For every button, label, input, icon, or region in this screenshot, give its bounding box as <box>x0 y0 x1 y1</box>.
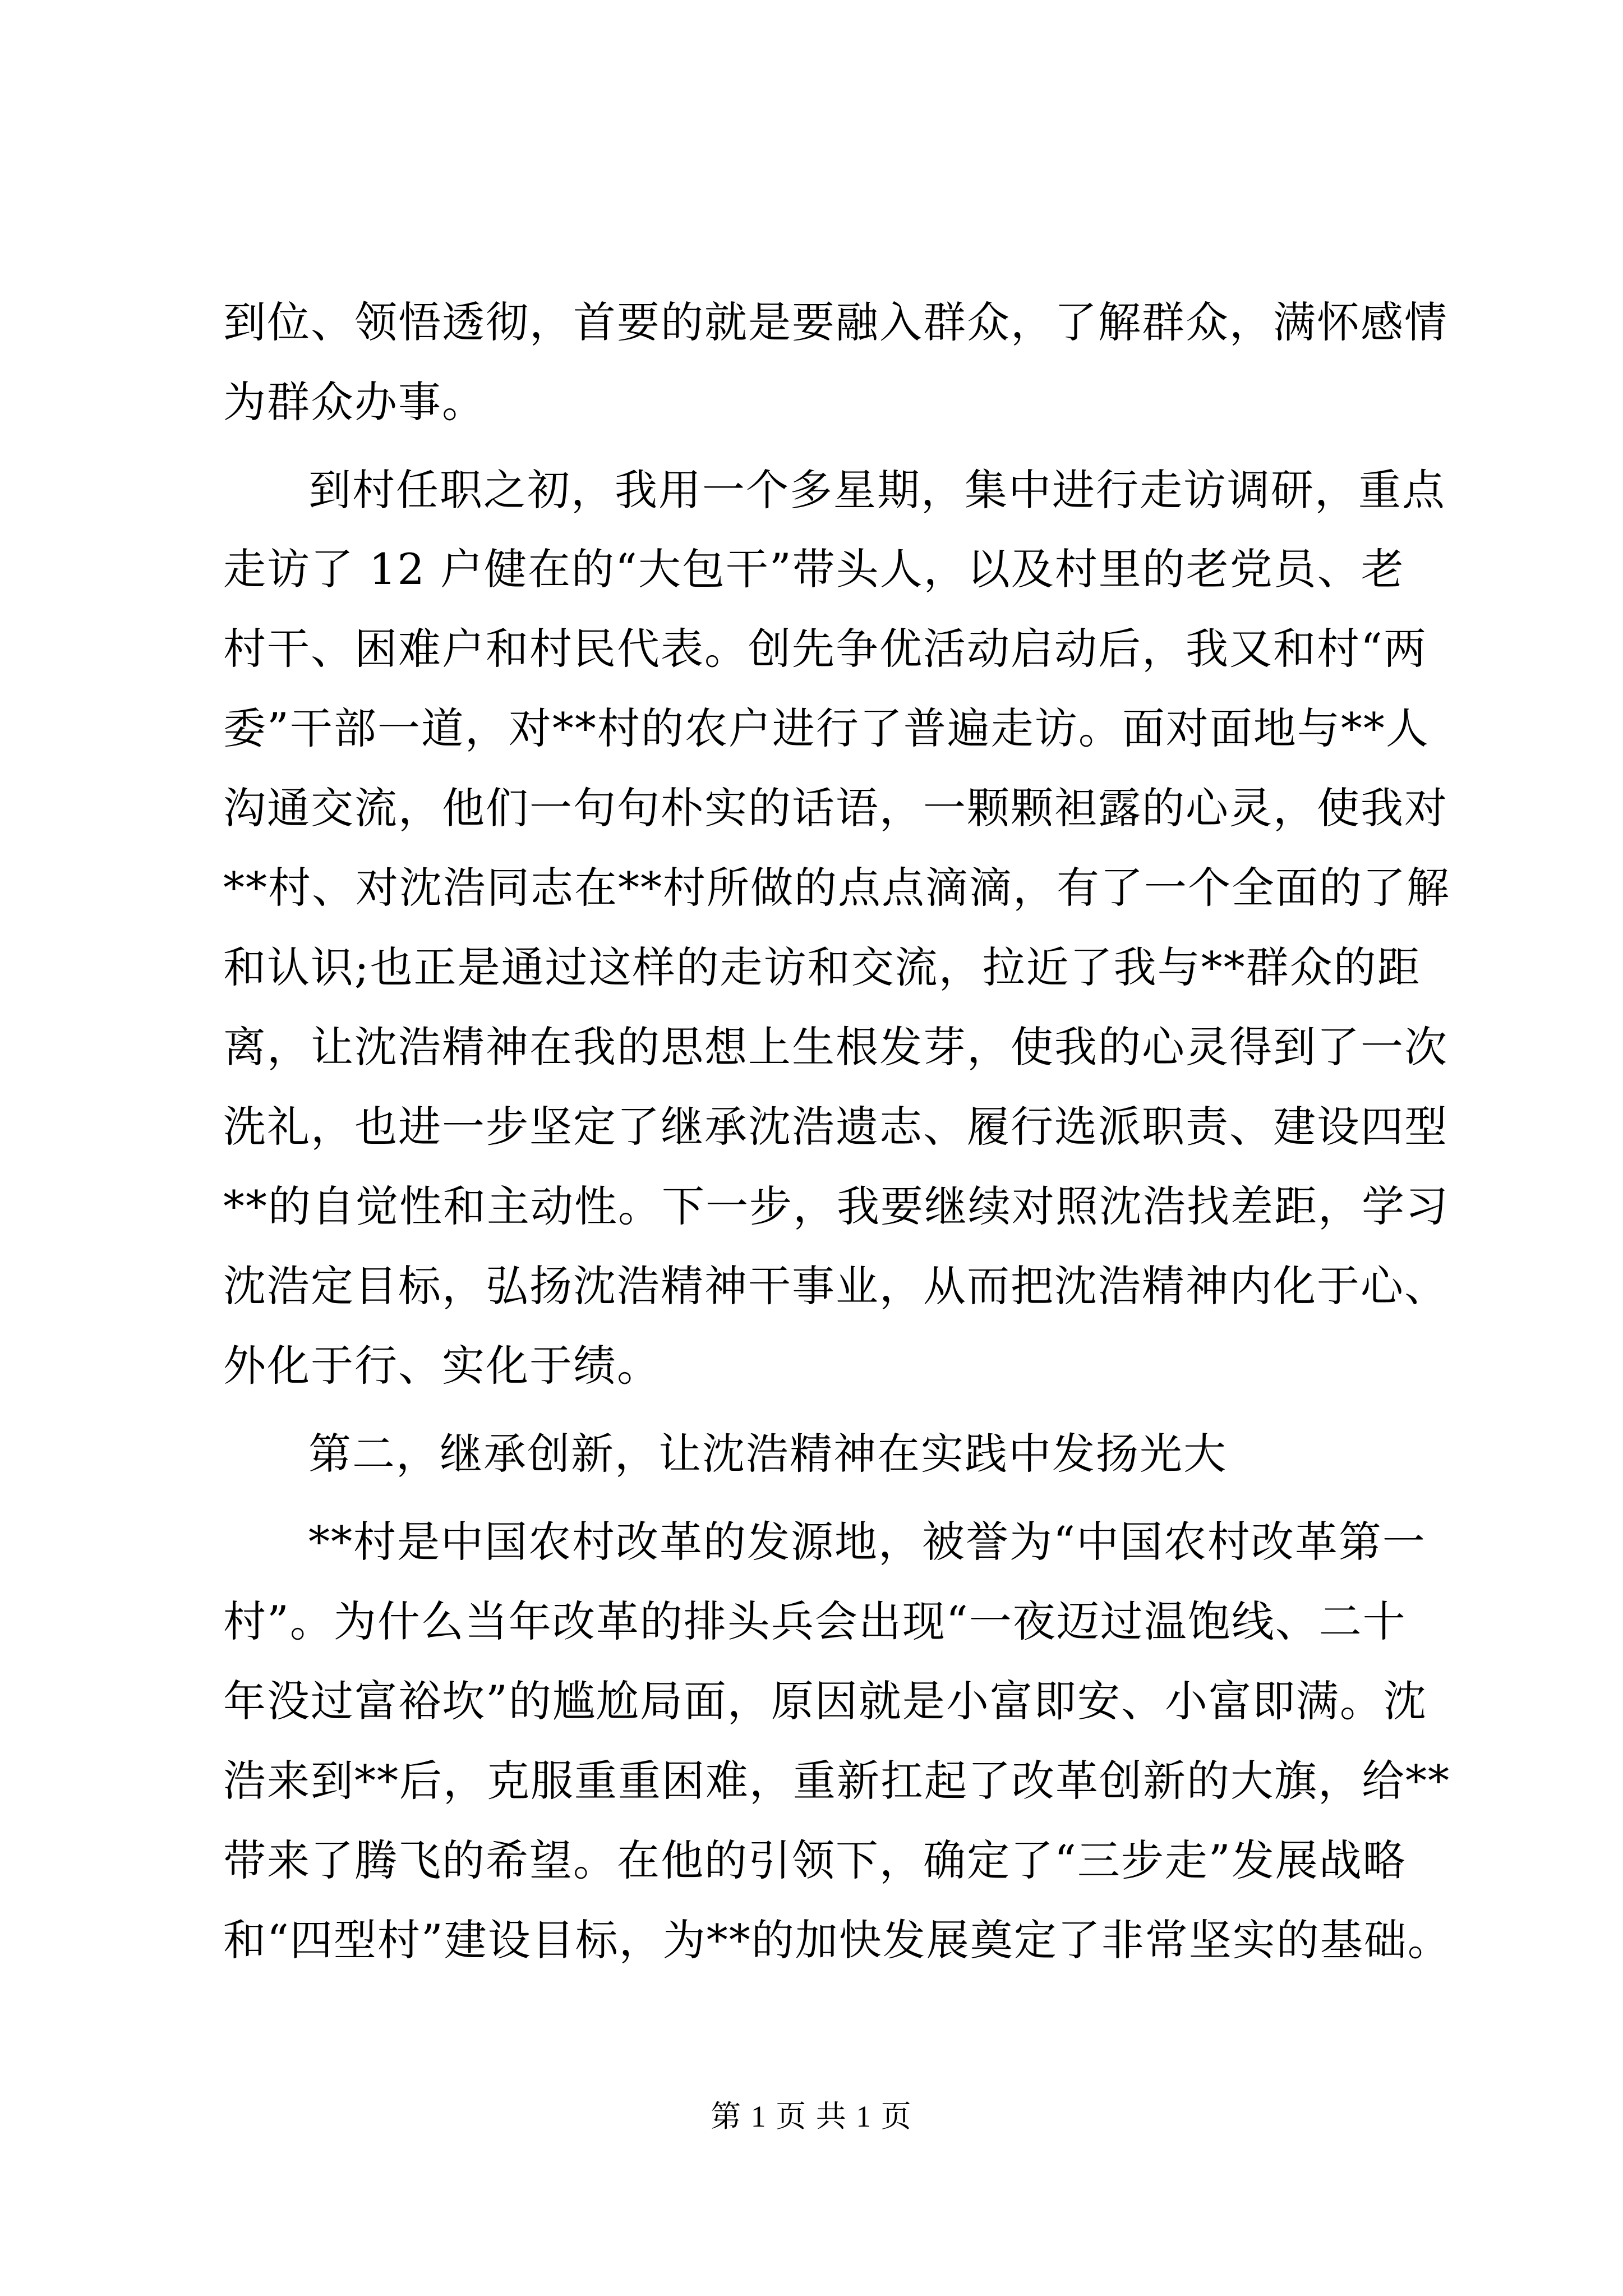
text-line: 和认识;也正是通过这样的走访和交流，拉近了我与**群众的距 <box>223 942 1421 992</box>
text-line: 外化于行、实化于绩。 <box>223 1341 661 1391</box>
text-line: 沈浩定目标，弘扬沈浩精神干事业，从而把沈浩精神内化于心、 <box>223 1261 1448 1311</box>
text-line: 委”干部一道，对**村的农户进行了普遍走访。面对面地与**人 <box>223 703 1430 753</box>
text-line: 年没过富裕坎”的尴尬局面，原因就是小富即安、小富即满。沈 <box>223 1676 1427 1726</box>
text-line: 带来了腾飞的希望。在他的引领下，确定了“三步走”发展战略 <box>223 1835 1407 1885</box>
text-line: 村”。为什么当年改革的排头兵会出现“一夜迈过温饱线、二十 <box>223 1596 1407 1646</box>
text-line: 走访了 12 户健在的“大包干”带头人，以及村里的老党员、老 <box>223 544 1405 594</box>
text-line: 浩来到**后，克服重重困难，重新扛起了改革创新的大旗，给** <box>223 1756 1450 1806</box>
section-heading: 第二，继承创新，让沈浩精神在实践中发扬光大 <box>308 1429 1227 1479</box>
text-line: 洗礼，也进一步坚定了继承沈浩遗志、履行选派职责、建设四型 <box>223 1102 1448 1152</box>
text-line: 离，让沈浩精神在我的思想上生根发芽，使我的心灵得到了一次 <box>223 1022 1448 1072</box>
text-line: 村干、困难户和村民代表。创先争优活动启动后，我又和村“两 <box>223 624 1427 674</box>
page-footer: 第 1 页 共 1 页 <box>711 2100 912 2133</box>
text-line: 到位、领悟透彻，首要的就是要融入群众，了解群众，满怀感情 <box>223 297 1448 347</box>
text-line: 沟通交流，他们一句句朴实的话语，一颗颗袒露的心灵，使我对 <box>223 783 1448 833</box>
text-line: 和“四型村”建设目标，为**的加快发展奠定了非常坚实的基础。 <box>223 1915 1451 1965</box>
text-line: **的自觉性和主动性。下一步，我要继续对照沈浩找差距，学习 <box>223 1181 1449 1231</box>
paragraph-start-line: **村是中国农村改革的发源地，被誉为“中国农村改革第一 <box>308 1517 1426 1567</box>
paragraph-start-line: 到村任职之初，我用一个多星期，集中进行走访调研，重点 <box>308 465 1446 515</box>
text-line: **村、对沈浩同志在**村所做的点点滴滴，有了一个全面的了解 <box>223 863 1450 913</box>
text-line: 为群众办事。 <box>223 377 486 427</box>
